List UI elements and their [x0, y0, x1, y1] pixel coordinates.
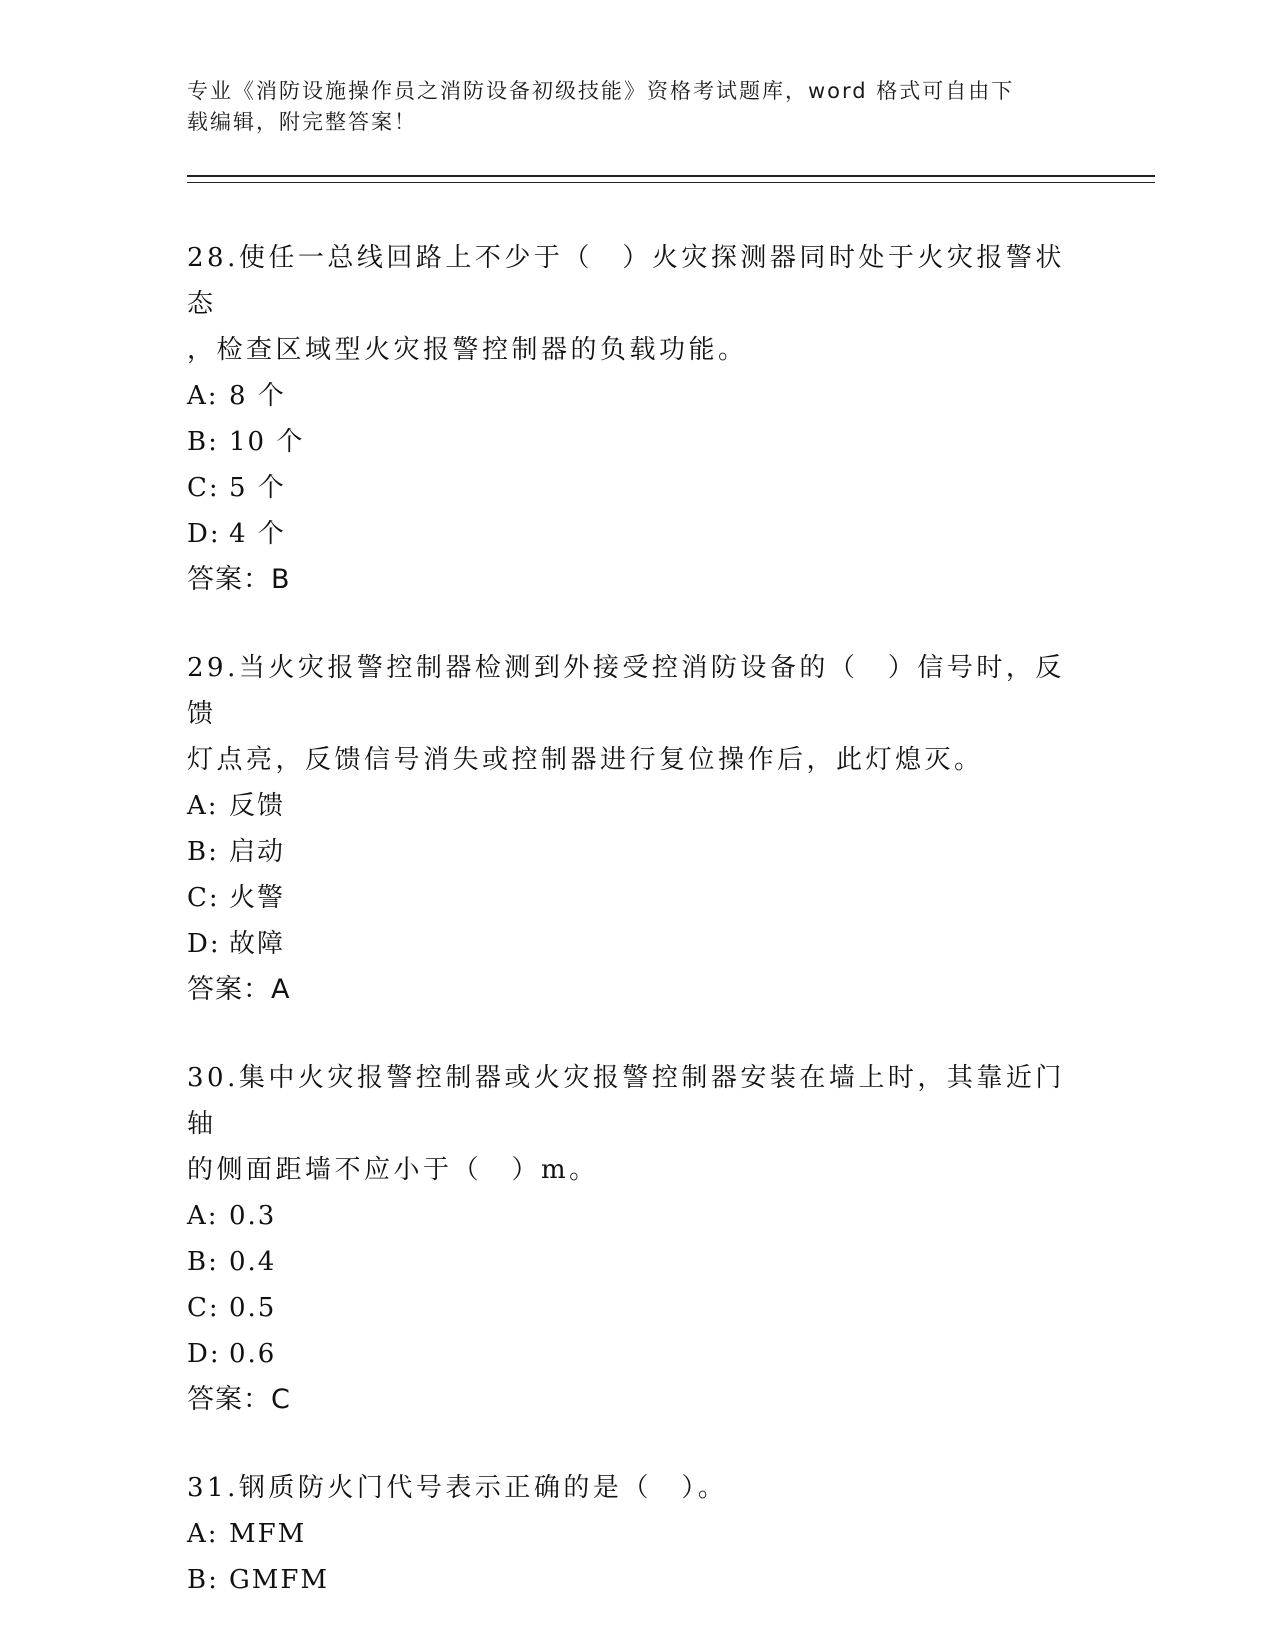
question-stem: 29.当火灾报警控制器检测到外接受控消防设备的（ ）信号时，反馈 — [187, 653, 1065, 729]
option-text: 4 个 — [229, 519, 286, 549]
question-29 — [187, 645, 1087, 1013]
option-text: 5 个 — [229, 473, 286, 503]
option-text: 10 个 — [229, 427, 305, 457]
question-stem-cont: 的侧面距墙不应小于（ ）m。 — [187, 1155, 599, 1185]
option-text: 启动 — [229, 837, 286, 867]
option-label: D: — [187, 929, 221, 959]
option-d — [187, 511, 1087, 557]
option-a — [187, 1193, 1087, 1239]
option-text: 故障 — [229, 929, 286, 959]
answer: 答案：A — [187, 974, 291, 1005]
option-label: A: — [187, 381, 219, 411]
answer: 答案：B — [187, 564, 291, 595]
option-label: A: — [187, 1201, 219, 1231]
option-d — [187, 921, 1087, 967]
option-label: B: — [187, 837, 219, 867]
question-stem-cont: ，检查区域型火灾报警控制器的负载功能。 — [187, 335, 748, 365]
question-30 — [187, 1055, 1087, 1423]
option-label: A: — [187, 1519, 219, 1549]
option-text: GMFM — [229, 1565, 330, 1595]
header-divider-thin — [187, 182, 1155, 183]
option-label: D: — [187, 1339, 221, 1369]
option-a — [187, 1511, 1087, 1557]
option-label: B: — [187, 1247, 219, 1277]
question-stem: 30.集中火灾报警控制器或火灾报警控制器安装在墙上时，其靠近门轴 — [187, 1063, 1065, 1139]
option-b — [187, 829, 1087, 875]
option-c — [187, 875, 1087, 921]
answer: 答案：C — [187, 1384, 291, 1415]
option-label: D: — [187, 519, 221, 549]
option-label: C: — [187, 473, 220, 503]
question-stem-cont: 灯点亮，反馈信号消失或控制器进行复位操作后，此灯熄灭。 — [187, 745, 984, 775]
question-28 — [187, 235, 1087, 603]
option-c — [187, 465, 1087, 511]
option-b — [187, 1239, 1087, 1285]
option-label: A: — [187, 791, 219, 821]
option-text: 0.6 — [229, 1339, 277, 1369]
header-line-1: 专业《消防设施操作员之消防设备初级技能》资格考试题库，word 格式可自由下 — [187, 79, 1015, 103]
option-text: 反馈 — [229, 791, 286, 821]
option-text: 0.5 — [229, 1293, 277, 1323]
option-label: B: — [187, 1565, 219, 1595]
option-a — [187, 783, 1087, 829]
document-header — [187, 76, 1067, 138]
option-text: MFM — [229, 1519, 307, 1549]
option-b — [187, 1557, 1087, 1603]
option-text: 火警 — [229, 883, 286, 913]
option-label: C: — [187, 1293, 220, 1323]
option-text: 8 个 — [229, 381, 286, 411]
option-text: 0.3 — [229, 1201, 277, 1231]
option-a — [187, 373, 1087, 419]
option-text: 0.4 — [229, 1247, 277, 1277]
question-31 — [187, 1465, 1087, 1603]
header-line-2: 载编辑，附完整答案！ — [187, 110, 417, 134]
option-b — [187, 419, 1087, 465]
question-stem: 31.钢质防火门代号表示正确的是（ ）。 — [187, 1473, 728, 1503]
header-divider-thick — [187, 175, 1155, 177]
question-stem: 28.使任一总线回路上不少于（ ）火灾探测器同时处于火灾报警状态 — [187, 243, 1065, 319]
option-d — [187, 1331, 1087, 1377]
option-label: C: — [187, 883, 220, 913]
option-label: B: — [187, 427, 219, 457]
option-c — [187, 1285, 1087, 1331]
question-list — [187, 235, 1087, 1645]
